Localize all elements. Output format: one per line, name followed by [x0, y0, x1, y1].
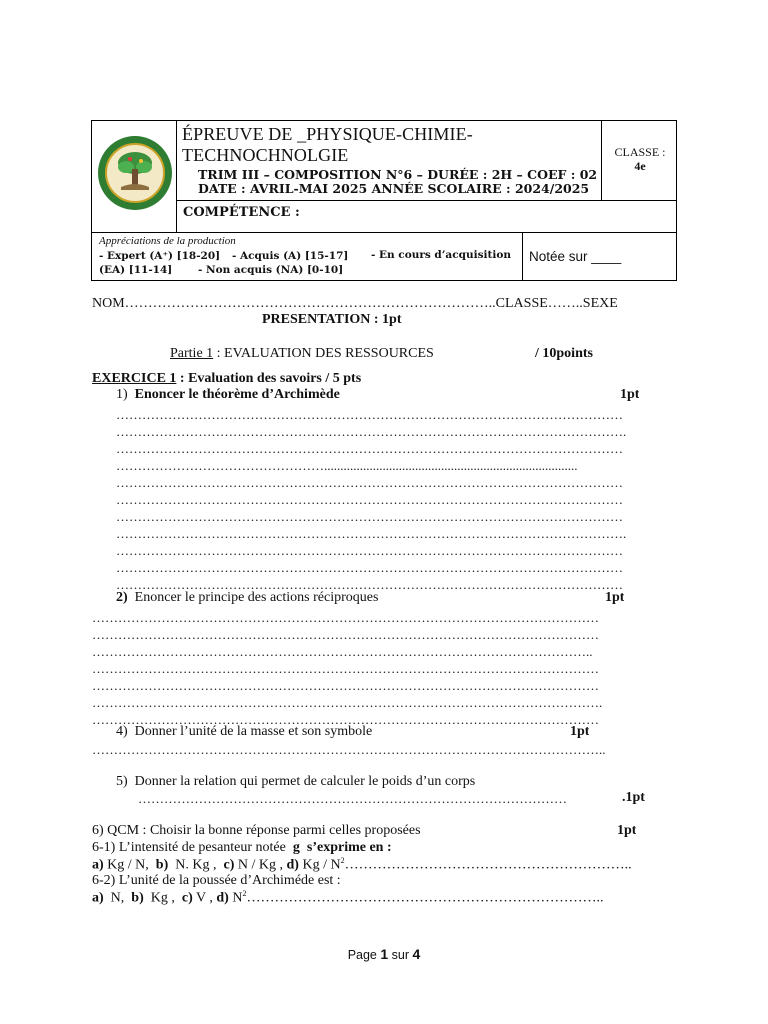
question-6-1: 6-1) L’intensité de pesanteur notée g s’exprime en :: [92, 840, 392, 855]
answer-line-q4[interactable]: ………………………………………………………………………………………………………..: [92, 742, 606, 757]
ea-level: (EA) [11-14]: [99, 264, 173, 276]
notee-sur: Notée sur ____: [529, 249, 622, 264]
question-6-1-answers[interactable]: a) Kg / N, b) N. Kg , c) N / Kg , d) Kg / $N^2\dots\dots\dots\dots\dots\dots\dots\dots\dots\dots\dots\dots\dots\dots\dots\dots\dots\dots\dots\dots$..: [92, 856, 632, 873]
question-2: 2) Enoncer le principe des actions réciproques: [116, 590, 379, 605]
question-4: 4) Donner l’unité de la masse et son symbole: [116, 724, 373, 739]
en-cours-level: - En cours d’acquisition: [371, 249, 511, 261]
question-6: 6) QCM : Choisir la bonne réponse parmi celles proposées: [92, 823, 421, 838]
appreciations-title: Appréciations de la production: [99, 235, 236, 247]
exercice-1-heading: EXERCICE 1 : Evaluation des savoirs / 5 pts: [92, 371, 362, 386]
question-1-points: 1pt: [620, 387, 640, 402]
classe-value: 4e: [634, 159, 646, 173]
school-logo: [97, 135, 173, 211]
question-1: 1) Enoncer le théorème d’Archimède: [116, 387, 340, 402]
question-4-points: 1pt: [570, 724, 590, 739]
partie-1-points: / 10points: [535, 346, 593, 361]
student-info-line: NOM……………………………………………………………………..CLASSE……..SEXE: [92, 296, 618, 311]
acquis-level: - Acquis (A) [15-17]: [232, 250, 349, 262]
question-6-2: 6-2) L’unité de la poussée d’Archiméde est :: [92, 873, 341, 888]
partie-1-heading: Partie 1 : EVALUATION DES RESSOURCES: [170, 346, 434, 361]
divider: [176, 200, 676, 201]
divider: [601, 121, 602, 200]
question-6-points: 1pt: [617, 823, 637, 838]
divider: [176, 121, 177, 232]
page-footer: Page 1 sur 4: [347, 946, 421, 962]
header-box: [91, 120, 677, 281]
question-6-2-answers[interactable]: a) N, b) Kg , c) V , d) $N^2\dots\dots\dots\dots\dots\dots\dots\dots\dots\dots\dots\dots\dots\dots\dots\dots\dots\dots\dots\dots\dots\dots\dots\dots\dots$..: [92, 889, 604, 906]
exam-info-2: DATE : AVRIL-MAI 2025 ANNÉE SCOLAIRE : 2024/2025: [198, 181, 590, 196]
exam-info-1: TRIM III – COMPOSITION N°6 – DURÉE : 2H – COEF : 02: [198, 167, 598, 182]
answer-line-q5[interactable]: ………………………………………………………………………………………: [138, 791, 567, 806]
exam-title: ÉPREUVE DE _PHYSIQUE-CHIMIE- TECHNOCHNOLGIE: [182, 124, 473, 165]
classe-label: CLASSE :: [614, 145, 666, 159]
divider: [92, 232, 676, 233]
divider: [522, 232, 523, 280]
competence-label: COMPÉTENCE :: [183, 205, 300, 220]
question-5: 5) Donner la relation qui permet de calculer le poids d’un corps: [116, 774, 476, 789]
expert-level: - Expert (A⁺) [18-20]: [99, 250, 221, 262]
presentation-line: PRESENTATION : 1pt: [262, 312, 402, 327]
question-2-points: 1pt: [605, 590, 625, 605]
non-acquis-level: - Non acquis (NA) [0-10]: [198, 264, 344, 276]
question-5-points: .1pt: [622, 790, 645, 805]
